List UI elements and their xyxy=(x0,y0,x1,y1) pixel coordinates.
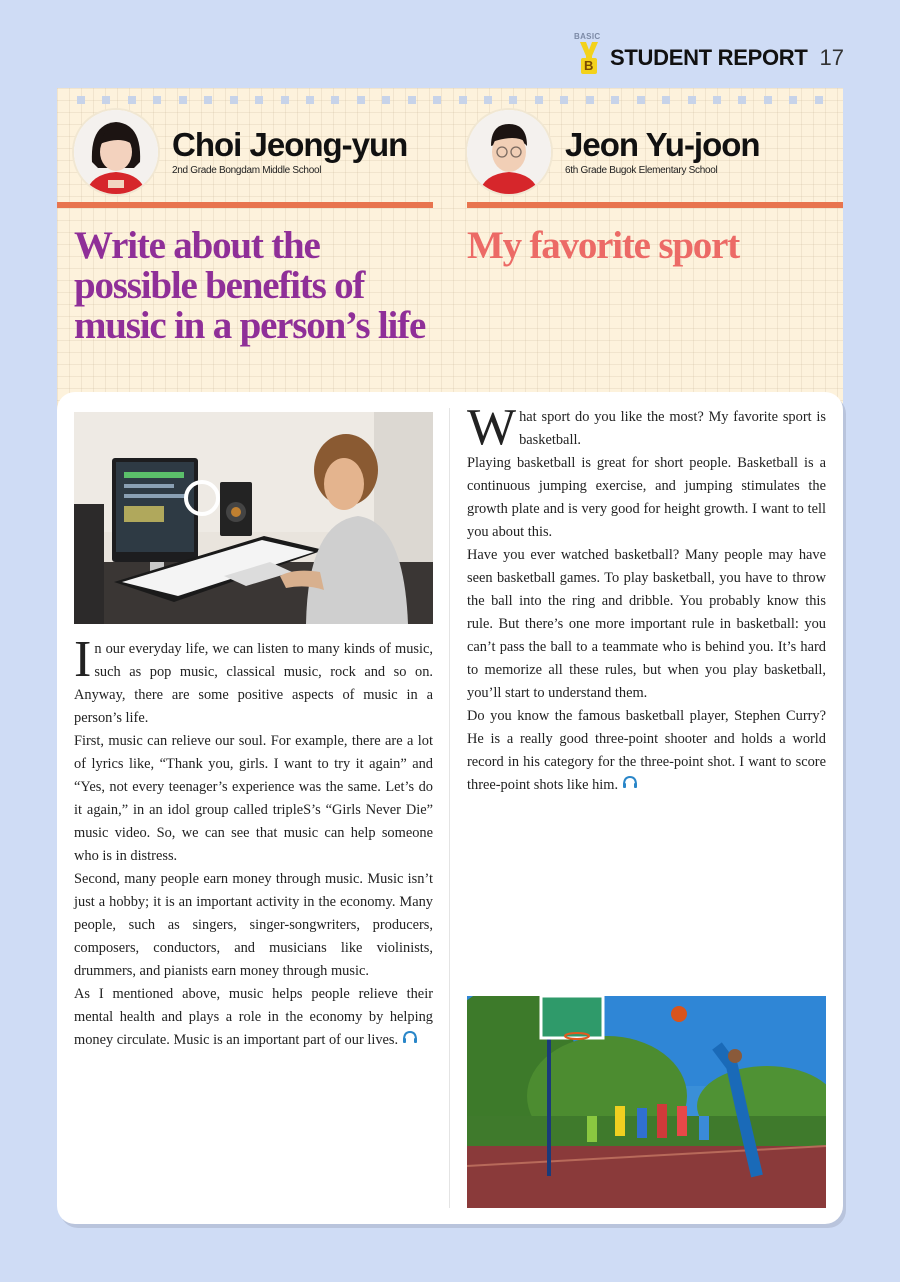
left-article-body xyxy=(74,631,433,1052)
left-author-avatar xyxy=(74,110,158,194)
badge-label: BASIC xyxy=(574,32,601,41)
right-article-body xyxy=(467,399,826,797)
left-author-name: Choi Jeong-yun xyxy=(172,126,408,163)
left-author xyxy=(74,110,407,194)
headphones-icon xyxy=(622,774,638,797)
left-rule xyxy=(57,202,433,208)
right-author-name: Jeon Yu-joon xyxy=(565,126,760,163)
basic-badge-icon xyxy=(574,32,602,76)
left-author-school: 2nd Grade Bongdam Middle School xyxy=(172,165,322,176)
basketball-photo xyxy=(467,996,826,1208)
right-article-title: My favorite sport xyxy=(467,224,740,267)
right-paragraph-4: Do you know the famous basketball player, Stephen Curry? He is a really good three-point shooter and holds a world record in his category for the three-point shot. I want to score three-point shots like him. xyxy=(467,705,826,797)
left-paragraph-3: Second, many people earn money through music. Music isn’t just a hobby; it is an important activity in the economy. Many people, such as singers, singer-songwriters, producers, composers, conductors, and musicians like violinists, drummers, and pianists earn money through music. xyxy=(74,871,433,979)
right-author-info xyxy=(565,128,760,176)
music-studio-photo xyxy=(74,412,433,624)
dot-border xyxy=(77,96,823,104)
right-dropcap: W xyxy=(467,399,517,456)
right-paragraph-1: What sport do you like the most? My favorite sport is basketball. xyxy=(467,399,826,456)
right-paragraph-2: Playing basketball is great for short people. Basketball is a continuous jumping exercise, and jumping stimulates the growth plate and is very good for height growth. I want to tell you about this. xyxy=(467,455,826,540)
column-divider xyxy=(449,408,450,1208)
right-rule xyxy=(467,202,843,208)
left-author-info xyxy=(172,128,407,176)
headphones-icon xyxy=(402,1029,418,1052)
page-header xyxy=(574,32,844,76)
left-dropcap: I xyxy=(74,631,92,688)
left-article-title: Write about the possible benefits of music in a person’s life xyxy=(74,224,426,347)
right-author xyxy=(467,110,760,194)
page-number: 17 xyxy=(819,45,844,70)
right-paragraph-3: Have you ever watched basketball? Many people may have seen basketball games. To play basketball, you have to throw the ball into the ring and dribble. You probably know this rule. But there’s one more important rule in basketball: you can’t pass the ball to a teammate who is behind you. It’s hard to memorize all these rules, but when you play basketball, you’ll start to understand them. xyxy=(467,547,826,701)
right-author-avatar xyxy=(467,110,551,194)
left-paragraph-2: First, music can relieve our soul. For example, there are a lot of lyrics like, “Thank you, girls. I want to try it again” and “Yes, not every teenager’s experience was the same. Let’s do it again,” in an idol group called tripleS’s “Girls Never Die” music video. So, we can see that music can help someone who is in distress. xyxy=(74,733,433,864)
report-title: STUDENT REPORT xyxy=(610,45,808,70)
badge-letter: B xyxy=(584,58,594,73)
left-paragraph-1: In our everyday life, we can listen to many kinds of music, such as pop music, classical music, rock and so on. Anyway, there are some positive aspects of music in a person’s life. xyxy=(74,631,433,726)
left-paragraph-4: As I mentioned above, music helps people relieve their mental health and plays a role in the economy by helping money circulate. Music is an important part of our lives. xyxy=(74,983,433,1052)
right-author-school: 6th Grade Bugok Elementary School xyxy=(565,165,718,176)
